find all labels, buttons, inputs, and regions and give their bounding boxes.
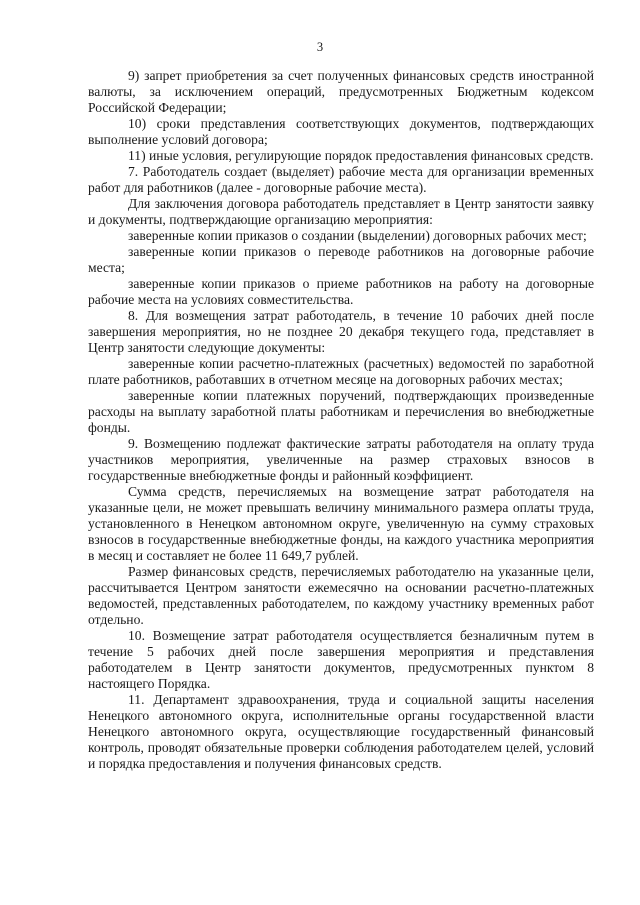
paragraph-creation-orders: заверенные копии приказов о создании (выделении) договорных рабочих мест; [128,228,587,243]
paragraph-clause-8: 8. Для возмещения затрат работодатель, в течение 10 рабочих дней после завершения мероприятия, но не позднее 20 декабря текущего года, представляет в Центр занятости следующие документы: [88,308,594,355]
paragraph-clause-11: 11. Департамент здравоохранения, труда и социальной защиты населения Ненецкого автономного округа, исполнительные органы государственной власти Ненецкого автономного округа, осуществляющие государственный финансовый контроль, проводят обязательные проверки соблюдения работодателем целей, условий и порядка предоставления и получения финансовых средств. [88,692,594,771]
paragraph-transfer-orders: заверенные копии приказов о переводе работников на договорные рабочие места; [88,244,594,275]
paragraph-payroll-statements: заверенные копии расчетно-платежных (расчетных) ведомостей по заработной плате работников, работавших в отчетном месяце на договорных рабочих местах; [88,356,594,387]
paragraph-funds-calculation: Размер финансовых средств, перечисляемых работодателю на указанные цели, рассчитывается Центром занятости ежемесячно на основании расчетно-платежных ведомостей, представленных работодателем, по каждому участнику временных работ отдельно. [88,564,594,627]
page-number: 3 [316,40,324,54]
paragraph-hiring-orders: заверенные копии приказов о приеме работников на работу на договорные рабочие места на условиях совместительства. [88,276,594,307]
paragraph-clause-7: 7. Работодатель создает (выделяет) рабочие места для организации временных работ для работников (далее - договорные рабочие места). [88,164,594,195]
paragraph-item-11: 11) иные условия, регулирующие порядок предоставления финансовых средств. [128,148,594,163]
paragraph-clause-9: 9. Возмещению подлежат фактические затраты работодателя на оплату труда участников мероприятия, увеличенные на размер страховых взносов в государственные внебюджетные фонды и районный коэффициент. [88,436,594,483]
paragraph-item-9: 9) запрет приобретения за счет полученных финансовых средств иностранной валюты, за исключением операций, предусмотренных Бюджетным кодексом Российской Федерации; [88,68,594,115]
paragraph-funds-limit: Сумма средств, перечисляемых на возмещение затрат работодателя на указанные цели, не может превышать величину минимального размера оплаты труда, установленного в Ненецком автономном округе, увеличенную на сумму страховых взносов в государственные внебюджетные фонды, на каждого участника мероприятия в месяц и составляет не более 11 649,7 рублей. [88,484,594,563]
paragraph-clause-10: 10. Возмещение затрат работодателя осуществляется безналичным путем в течение 5 рабочих дней после завершения мероприятия и представления работодателем в Центр занятости документов, предусмотренных пунктом 8 настоящего Порядка. [88,628,594,691]
paragraph-contract-documents: Для заключения договора работодатель представляет в Центр занятости заявку и документы, подтверждающие организацию мероприятия: [88,196,594,227]
paragraph-item-10: 10) сроки представления соответствующих документов, подтверждающих выполнение условий договора; [88,116,594,147]
document-body [88,68,594,772]
paragraph-payment-orders: заверенные копии платежных поручений, подтверждающих произведенные расходы на выплату заработной платы работникам и перечисления во внебюджетные фонды. [88,388,594,435]
